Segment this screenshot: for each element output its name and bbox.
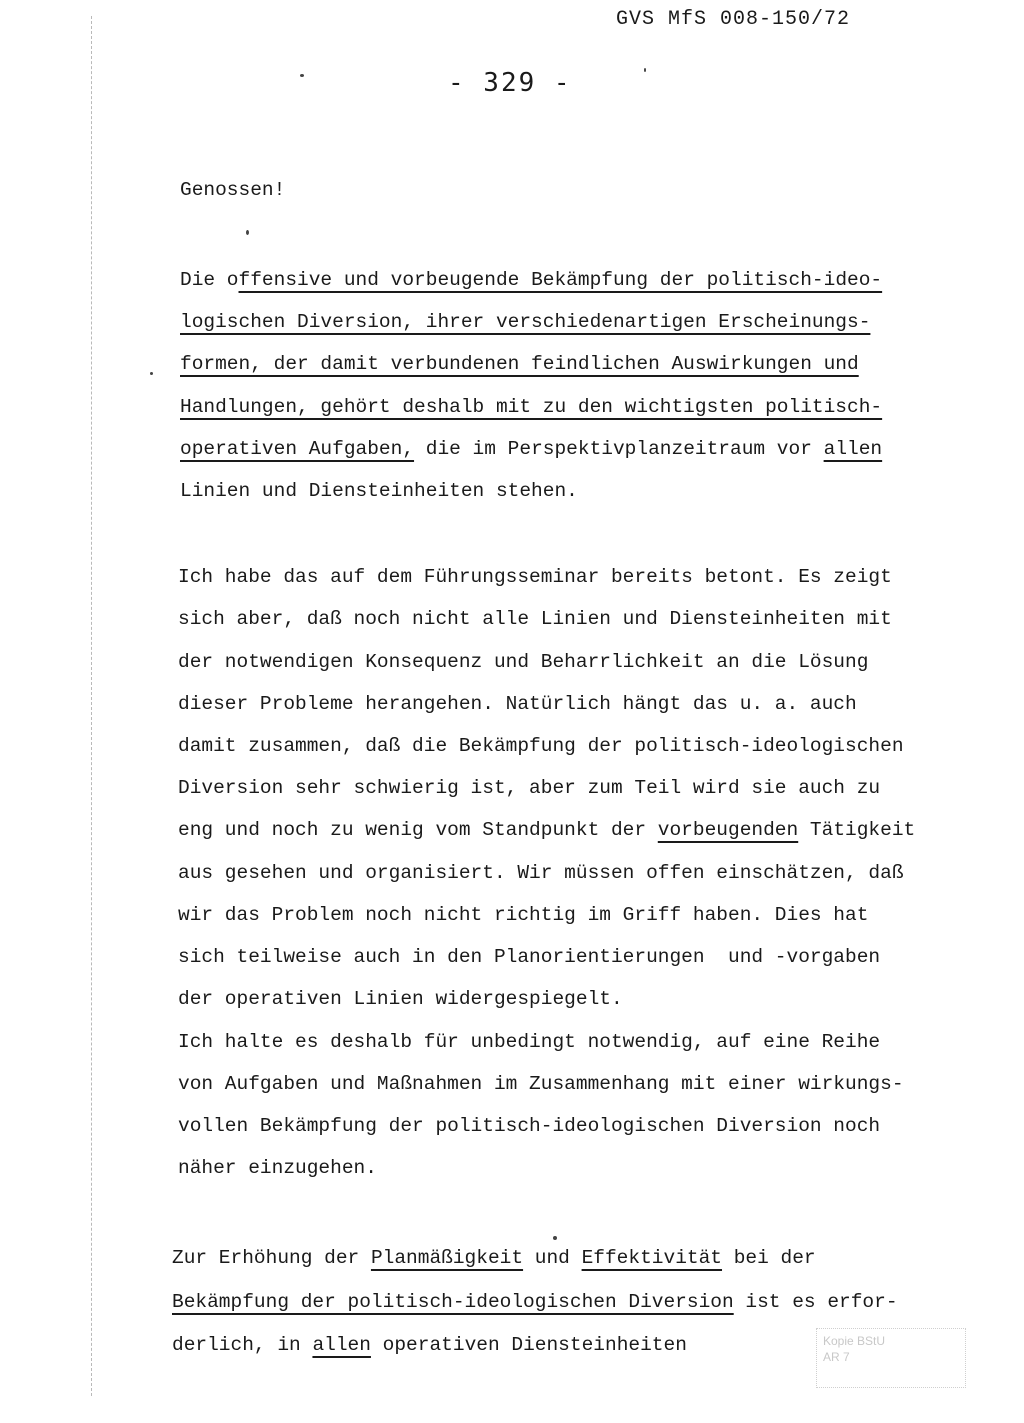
- underlined-text: Handlungen, gehört deshalb mit zu den wichtigsten politisch-: [180, 396, 883, 418]
- underlined-text: allen: [823, 438, 883, 460]
- text-line: [178, 861, 904, 885]
- text-line: [180, 395, 882, 419]
- text-line: [178, 945, 880, 969]
- text-line: [178, 565, 892, 589]
- underlined-text: vorbeugenden: [657, 819, 799, 841]
- text-line: [180, 352, 859, 376]
- text-segment: Diversion sehr schwierig ist, aber zum Teil wird sie auch zu: [178, 777, 881, 799]
- text-segment: Tätigkeit: [798, 819, 916, 841]
- scan-speck: [553, 1236, 557, 1240]
- page-number: - 329 -: [448, 68, 572, 98]
- text-line: [172, 1333, 687, 1357]
- text-segment: eng und noch zu wenig vom Standpunkt der: [178, 819, 658, 841]
- text-segment: aus gesehen und organisiert. Wir müssen offen einschätzen, daß: [178, 862, 904, 884]
- text-line: [178, 1156, 377, 1180]
- text-line: [178, 1072, 904, 1096]
- text-line: [172, 1246, 816, 1270]
- text-line: [178, 903, 868, 927]
- stamp-line: AR 7: [823, 1350, 850, 1364]
- underlined-text: logischen Diversion, ihrer verschiedenartigen Erscheinungs-: [180, 311, 871, 333]
- text-line: [178, 1114, 880, 1138]
- text-line: [178, 650, 868, 674]
- scan-speck: [246, 230, 249, 235]
- text-segment: der notwendigen Konsequenz und Beharrlichkeit an die Lösung: [178, 651, 869, 673]
- text-line: [178, 692, 857, 716]
- text-segment: derlich, in: [172, 1334, 313, 1356]
- text-segment: damit zusammen, daß die Bekämpfung der politisch-ideologischen: [178, 735, 904, 757]
- text-segment: vollen Bekämpfung der politisch-ideologischen Diversion noch: [178, 1115, 881, 1137]
- document-reference-header: GVS MfS 008-150/72: [616, 8, 851, 31]
- text-segment: Die o: [180, 269, 239, 291]
- scan-speck: [300, 74, 304, 77]
- text-segment: wir das Problem noch nicht richtig im Griff haben. Dies hat: [178, 904, 869, 926]
- text-line: [178, 987, 623, 1011]
- text-segment: näher einzugehen.: [178, 1157, 377, 1179]
- underlined-text: ffensive und vorbeugende Bekämpfung der politisch-ideo-: [238, 269, 883, 291]
- underlined-text: allen: [312, 1334, 371, 1356]
- text-segment: dieser Probleme herangehen. Natürlich hängt das u. a. auch: [178, 693, 857, 715]
- stamp-line: Kopie BStU: [823, 1334, 886, 1348]
- underlined-text: Bekämpfung der politisch-ideologischen Diversion: [172, 1291, 734, 1313]
- text-segment: die im Perspektivplanzeitraum vor: [414, 438, 824, 460]
- salutation: Genossen!: [180, 179, 286, 201]
- text-segment: sich teilweise auch in den Planorientierungen und -vorgaben: [178, 946, 881, 968]
- text-line: [178, 734, 904, 758]
- text-line: [180, 268, 882, 292]
- archive-stamp: [816, 1328, 966, 1388]
- text-segment: Linien und Diensteinheiten stehen.: [180, 480, 578, 502]
- text-line: [178, 607, 892, 631]
- text-segment: der operativen Linien widergespiegelt.: [178, 988, 623, 1010]
- text-segment: bei der: [722, 1247, 816, 1269]
- text-line: [178, 818, 915, 842]
- text-segment: sich aber, daß noch nicht alle Linien und Diensteinheiten mit: [178, 608, 892, 630]
- text-segment: von Aufgaben und Maßnahmen im Zusammenhang mit einer wirkungs-: [178, 1073, 904, 1095]
- text-line: [180, 479, 578, 503]
- text-segment: und: [523, 1247, 582, 1269]
- text-line: [180, 437, 882, 461]
- scan-speck: [644, 68, 646, 72]
- text-line: [180, 310, 870, 334]
- text-segment: Zur Erhöhung der: [172, 1247, 371, 1269]
- text-line: [172, 1290, 898, 1314]
- underlined-text: formen, der damit verbundenen feindlichen Auswirkungen und: [180, 353, 859, 375]
- text-segment: operativen Diensteinheiten: [370, 1334, 687, 1356]
- text-line: [178, 1030, 880, 1054]
- underlined-text: Planmäßigkeit: [370, 1247, 524, 1269]
- text-segment: Ich halte es deshalb für unbedingt notwendig, auf eine Reihe: [178, 1031, 881, 1053]
- underlined-text: Effektivität: [581, 1247, 723, 1269]
- scan-speck: [150, 372, 153, 375]
- text-segment: Ich habe das auf dem Führungsseminar bereits betont. Es zeigt: [178, 566, 892, 588]
- underlined-text: operativen Aufgaben,: [180, 438, 415, 460]
- text-segment: ist es erfor-: [733, 1291, 898, 1313]
- text-line: [178, 776, 880, 800]
- punched-margin-line: [91, 16, 92, 1396]
